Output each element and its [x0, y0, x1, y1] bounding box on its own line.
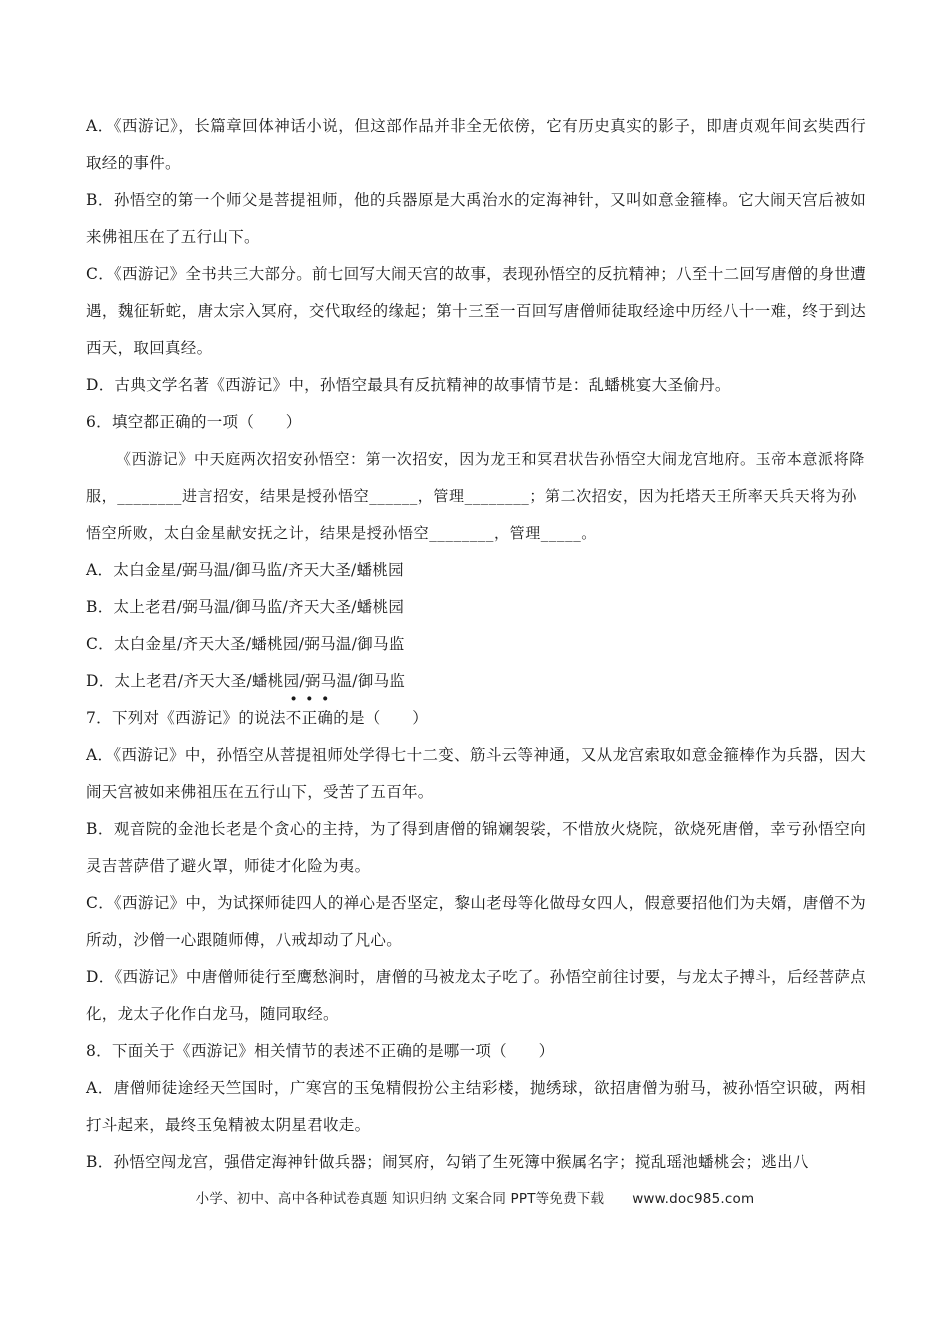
q8-option-b: B．孙悟空闯龙宫，强借定海神针做兵器；闹冥府，勾销了生死簿中猴属名字；搅乱瑶池蟠桃会；逃出八 — [86, 1153, 809, 1171]
q7-option-a: A．《西游记》中，孙悟空从菩提祖师处学得七十二变、筋斗云等神通，又从龙宫索取如意金箍棒作为兵器，因大闹天宫被如来佛祖压在五行山下，受苦了五百年。 — [86, 746, 866, 801]
footer-link[interactable]: www.doc985.com — [632, 1191, 755, 1207]
q6-stem: 6．填空都正确的一项（ ） — [86, 413, 302, 431]
q6-option-d: D．太上老君/齐天大圣/蟠桃园/弼马温/御马监 — [86, 672, 406, 690]
q7-stem-before: 7．下列对《西游记》的说法 — [86, 709, 286, 727]
emphasis-char: 确 — [317, 709, 334, 727]
document-body — [86, 108, 866, 1181]
q5-option-b: B．孙悟空的第一个师父是菩提祖师，他的兵器原是大禹治水的定海神针，又叫如意金箍棒。它大闹天宫后被如来佛祖压在了五行山下。 — [86, 191, 866, 246]
emphasis-char: 不 — [285, 709, 302, 727]
q5-option-a: A．《西游记》，长篇章回体神话小说，但这部作品并非全无依傍，它有历史真实的影子，即唐贞观年间玄奘西行取经的事件。 — [86, 117, 866, 172]
page-footer — [0, 1187, 950, 1207]
q6-option-a: A．太白金星/弼马温/御马监/齐天大圣/蟠桃园 — [86, 561, 404, 579]
emphasis-char: 正 — [301, 709, 318, 727]
q5-option-d: D．古典文学名著《西游记》中，孙悟空最具有反抗精神的故事情节是：乱蟠桃宴大圣偷丹。 — [86, 376, 731, 394]
q7-stem — [86, 700, 866, 737]
q7-option-b: B．观音院的金池长老是个贪心的主持，为了得到唐僧的锦斓袈裟，不惜放火烧院，欲烧死唐僧，幸亏孙悟空向灵吉菩萨借了避火罩，师徒才化险为夷。 — [86, 820, 866, 875]
q8-stem: 8．下面关于《西游记》相关情节的表述不正确的是哪一项（ ） — [86, 1042, 555, 1060]
q6-option-b: B．太上老君/弼马温/御马监/齐天大圣/蟠桃园 — [86, 598, 405, 616]
q8-option-a: A．唐僧师徒途经天竺国时，广寒宫的玉兔精假扮公主结彩楼，抛绣球，欲招唐僧为驸马，被孙悟空识破，两相打斗起来，最终玉兔精被太阴星君收走。 — [86, 1079, 866, 1134]
q7-option-d: D．《西游记》中唐僧师徒行至鹰愁涧时，唐僧的马被龙太子吃了。孙悟空前往讨要，与龙太子搏斗，后经菩萨点化，龙太子化作白龙马，随同取经。 — [86, 968, 866, 1023]
q5-option-c: C．《西游记》全书共三大部分。前七回写大闹天宫的故事，表现孙悟空的反抗精神；八至十二回写唐僧的身世遭遇，魏征斩蛇，唐太宗入冥府，交代取经的缘起；第十三至一百回写唐僧师徒取经途中历经八十一难，终于到达西天，取回真经。 — [86, 265, 866, 357]
footer-text: 小学、初中、高中各种试卷真题 知识归纳 文案合同 PPT等免费下载 — [195, 1191, 605, 1207]
q7-stem-after: 的是（ ） — [333, 709, 429, 727]
q7-option-c: C．《西游记》中，为试探师徒四人的禅心是否坚定，黎山老母等化做母女四人，假意要招他们为夫婿，唐僧不为所动，沙僧一心跟随师傅，八戒却动了凡心。 — [86, 894, 866, 949]
q6-passage: 《西游记》中天庭两次招安孙悟空：第一次招安，因为龙王和冥君状告孙悟空大闹龙宫地府。玉帝本意派将降服，________进言招安，结果是授孙悟空______，管理________；第二次招安，因为托塔天王所率天兵天将为孙悟空所败，太白金星献安抚之计，结果是授孙悟空________，管理_____。 — [86, 450, 865, 542]
q6-option-c: C．太白金星/齐天大圣/蟠桃园/弼马温/御马监 — [86, 635, 405, 653]
